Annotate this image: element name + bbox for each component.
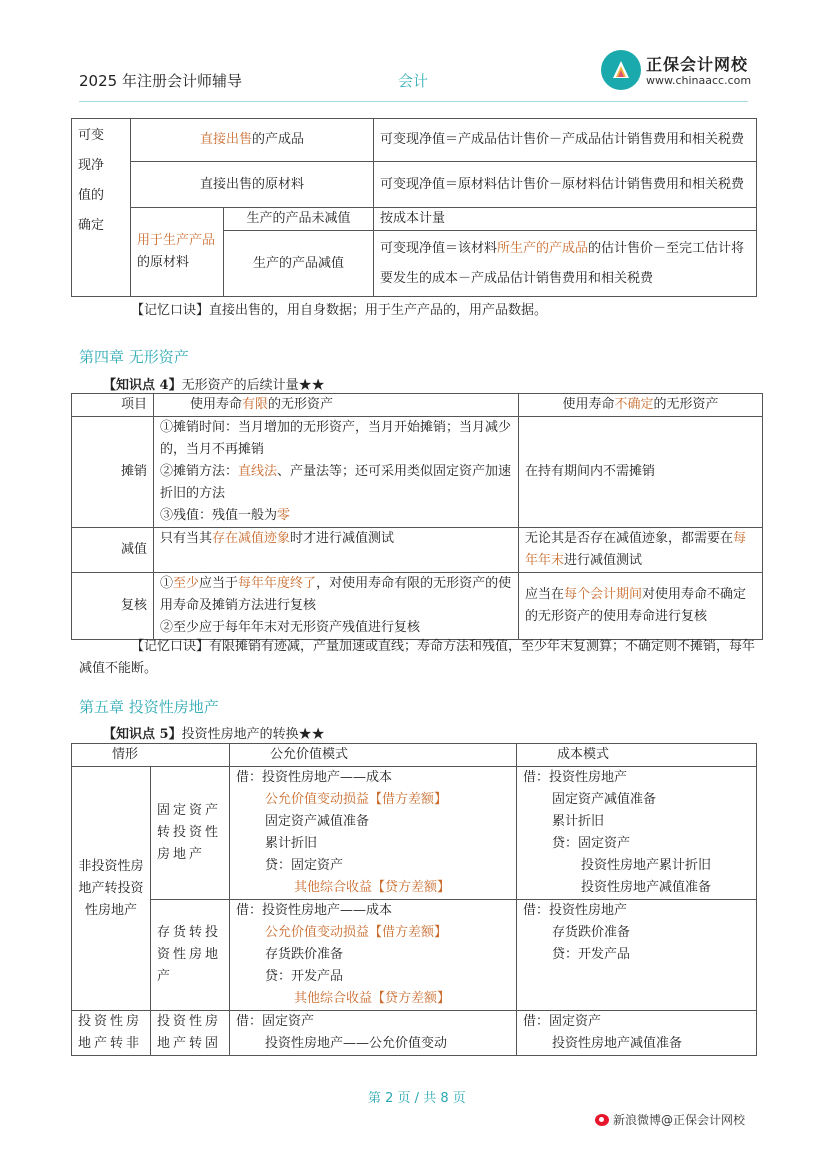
- chapter-5-title: 第五章 投资性房地产: [79, 698, 219, 716]
- nrv-not-impaired-label: 生产的产品未减值: [224, 208, 374, 231]
- journal-line: 其他综合收益【贷方差额】: [294, 991, 451, 1006]
- knowledge-point-4: 【知识点 4】无形资产的后续计量★★: [103, 378, 325, 393]
- logo-triangle-icon: [609, 58, 633, 82]
- inventory-cost-entries: [517, 900, 757, 1011]
- amortization-finite: ①摊销时间：当月增加的无形资产，当月开始摊销；当月减少的，当月不再摊销 ②摊销方法：直线法、产量法等；还可采用类似固定资产加速折旧的方法 ③残值：残值一般为零: [154, 417, 519, 528]
- col-header-indefinite: 使用寿命不确定的无形资产: [519, 394, 763, 417]
- row-header-line: 现净: [78, 158, 105, 173]
- nrv-table: [71, 118, 757, 297]
- memo-2: 【记忆口诀】有限摊销有迹减，产量加速或直线；寿命方法和残值，至少年末复测算；不确定则不摊销，每年减值不能断。: [79, 639, 756, 676]
- to-fixed-fair-entries: [230, 1011, 517, 1056]
- nrv-raw-materials-formula: 可变现净值＝原材料估计售价－原材料估计销售费用和相关税费: [374, 162, 757, 208]
- journal-line: 存货跌价准备: [552, 925, 631, 940]
- journal-line: 借：投资性房地产: [523, 903, 628, 918]
- chinaacc-logo-icon: [601, 50, 641, 90]
- logo-url: www.chinaacc.com: [646, 74, 752, 87]
- nrv-raw-materials-label: 直接出售的原材料: [131, 162, 374, 208]
- chapter-4-title: 第四章 无形资产: [79, 348, 189, 366]
- journal-line: 存货跌价准备: [265, 947, 344, 962]
- col-header-case: 情形: [72, 744, 230, 767]
- journal-line: 投资性房地产减值准备: [552, 1036, 683, 1051]
- journal-line: 固定资产减值准备: [552, 792, 657, 807]
- journal-line: 投资性房地产累计折旧: [581, 858, 712, 873]
- nrv-finished-goods-formula: 可变现净值＝产成品估计售价－产成品估计销售费用和相关税费: [374, 119, 757, 162]
- nrv-finished-goods-label: 直接出售的产成品: [131, 119, 374, 162]
- inventory-fair-entries: [230, 900, 517, 1011]
- col-header-cost: 成本模式: [517, 744, 757, 767]
- row-label-impairment: 减值: [72, 528, 154, 573]
- row-header-line: 值的: [78, 188, 105, 203]
- journal-line: 累计折旧: [552, 814, 605, 829]
- impairment-indefinite: 无论其是否存在减值迹象，都需要在每年年末进行减值测试: [519, 528, 763, 573]
- logo-name: 正保会计网校: [646, 55, 749, 74]
- journal-line: 公允价值变动损益【借方差额】: [265, 792, 448, 807]
- case-to-fixed-asset: 投资性房地产转固: [151, 1011, 230, 1056]
- intangible-table: [71, 393, 763, 640]
- journal-line: 投资性房地产——公允价值变动: [265, 1036, 448, 1051]
- row-header-line: 确定: [78, 218, 105, 233]
- group-non-to-investment: 非投资性房地产转投资性房地产: [72, 767, 151, 1011]
- journal-line: 借：投资性房地产: [523, 770, 628, 785]
- amortization-indefinite: 在持有期间内不需摊销: [519, 417, 763, 528]
- header-subject: 会计: [398, 72, 429, 90]
- case-fixed-asset: 固定资产转投资性房地产: [151, 767, 230, 900]
- page-indicator: 第 2 页 / 共 8 页: [368, 1091, 466, 1106]
- journal-line: 公允价值变动损益【借方差额】: [265, 925, 448, 940]
- header-divider: [79, 101, 748, 102]
- journal-line: 累计折旧: [265, 836, 318, 851]
- col-header-finite: 使用寿命有限的无形资产: [154, 394, 519, 417]
- row-label-amortization: 摊销: [72, 417, 154, 528]
- knowledge-point-5: 【知识点 5】投资性房地产的转换★★: [103, 727, 325, 742]
- col-header-item: 项目: [72, 394, 154, 417]
- nrv-row-header: [72, 119, 131, 297]
- journal-line: 借：投资性房地产——成本: [236, 770, 393, 785]
- weibo-text: 新浪微博@正保会计网校: [613, 1113, 746, 1127]
- journal-line: 其他综合收益【贷方差额】: [294, 880, 451, 895]
- row-header-line: 可变: [78, 128, 105, 143]
- nrv-not-impaired-value: 按成本计量: [374, 208, 757, 231]
- journal-line: 借：投资性房地产——成本: [236, 903, 393, 918]
- journal-line: 借：固定资产: [236, 1014, 315, 1029]
- weibo-icon: [595, 1114, 609, 1126]
- group-investment-to-non: 投资性房地产转非: [72, 1011, 151, 1056]
- review-finite: ①至少应当于每年年度终了，对使用寿命有限的无形资产的使用寿命及摊销方法进行复核 ②至少应于每年年末对无形资产残值进行复核: [154, 573, 519, 640]
- journal-line: 投资性房地产减值准备: [581, 880, 712, 895]
- fixed-fair-entries: [230, 767, 517, 900]
- header-title: 2025 年注册会计师辅导: [79, 72, 242, 90]
- journal-line: 贷：固定资产: [265, 858, 344, 873]
- impairment-finite: 只有当其存在减值迹象时才进行减值测试: [154, 528, 519, 573]
- journal-line: 贷：开发产品: [552, 947, 631, 962]
- to-fixed-cost-entries: [517, 1011, 757, 1056]
- fixed-cost-entries: [517, 767, 757, 900]
- memo-1: 【记忆口诀】直接出售的，用自身数据；用于生产产品的，用产品数据。: [131, 303, 548, 318]
- weibo-credit: [595, 1111, 745, 1128]
- review-indefinite: 应当在每个会计期间对使用寿命不确定的无形资产的使用寿命进行复核: [519, 573, 763, 640]
- nrv-impaired-label: 生产的产品减值: [224, 231, 374, 297]
- nrv-impaired-formula: 可变现净值＝该材料所生产的产成品的估计售价－至完工估计将要发生的成本－产成品估计销售费用和相关税费: [374, 231, 757, 297]
- journal-line: 贷：固定资产: [552, 836, 631, 851]
- nrv-production-materials-label: 用于生产产品的原材料: [131, 208, 224, 297]
- journal-line: 借：固定资产: [523, 1014, 602, 1029]
- investment-property-table: [71, 743, 757, 1056]
- row-label-review: 复核: [72, 573, 154, 640]
- journal-line: 贷：开发产品: [265, 969, 344, 984]
- journal-line: 固定资产减值准备: [265, 814, 370, 829]
- col-header-fair-value: 公允价值模式: [230, 744, 517, 767]
- case-inventory: 存货转投资性房地产: [151, 900, 230, 1011]
